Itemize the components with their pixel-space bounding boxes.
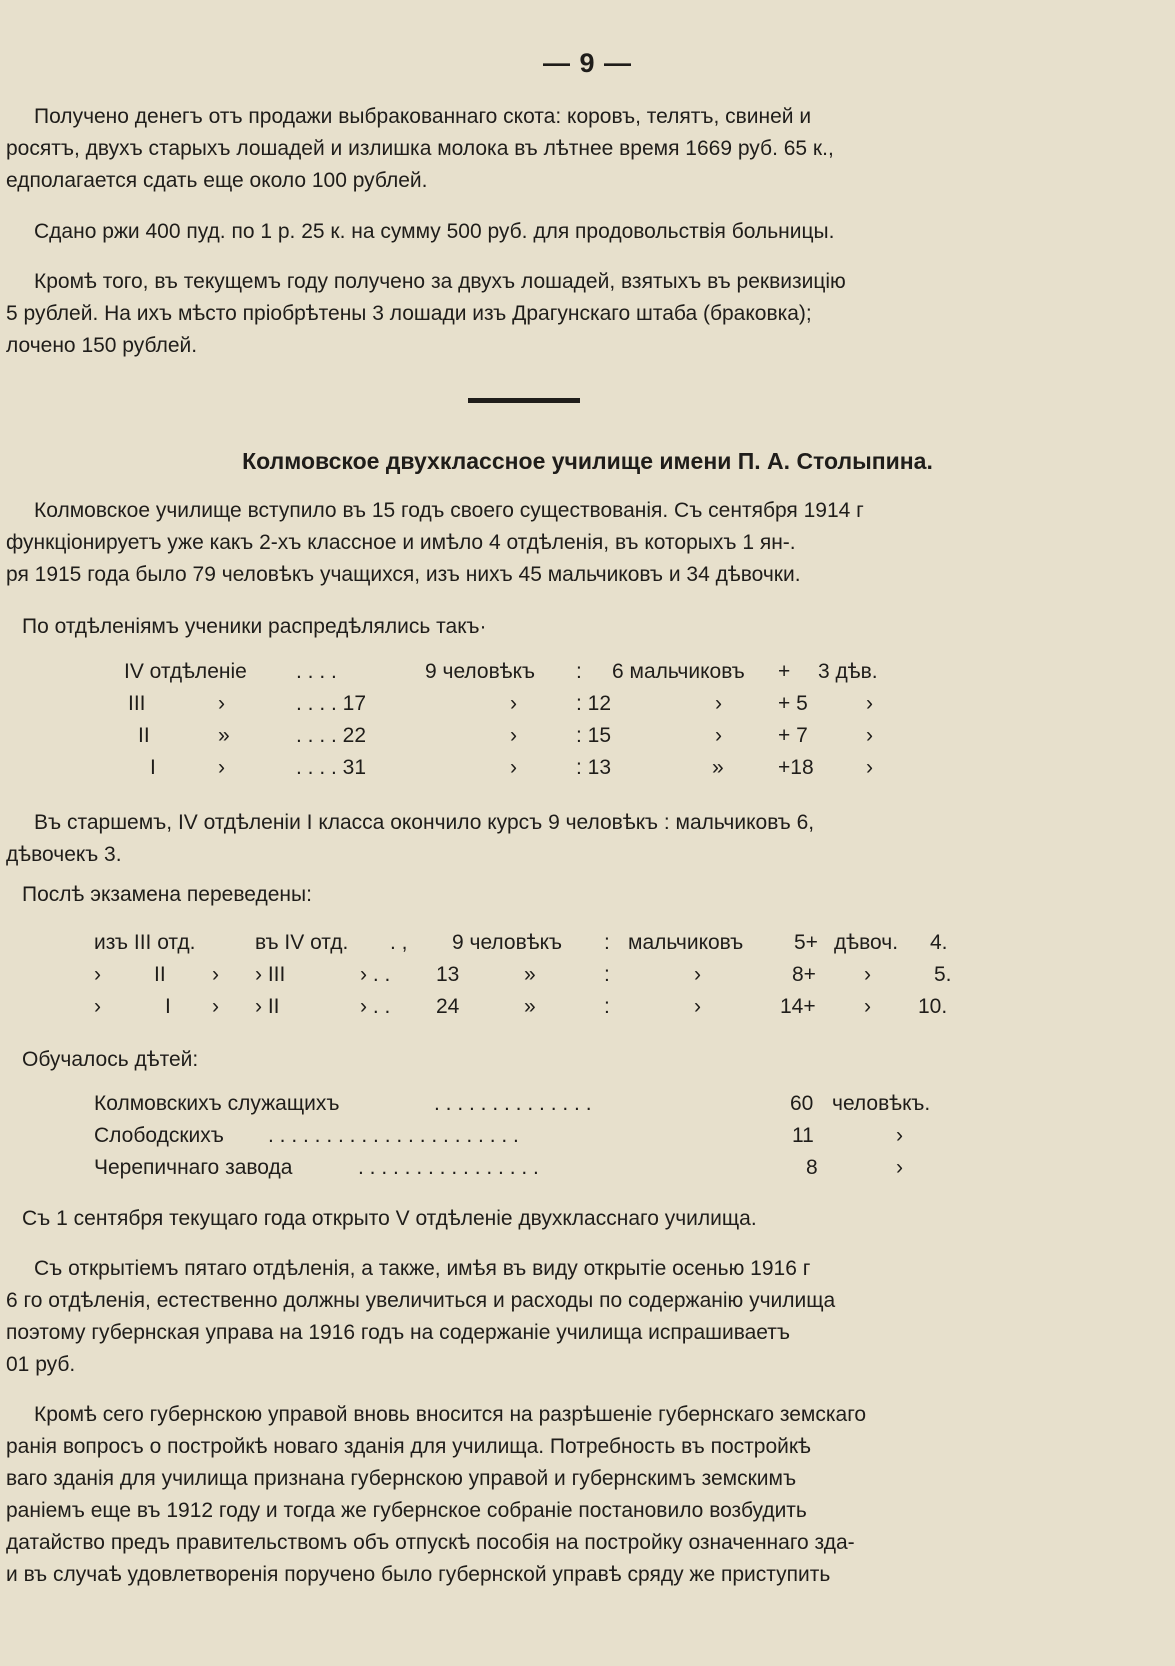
dept-label: III <box>128 692 146 715</box>
table-row <box>0 1092 1175 1124</box>
text-line: Кромѣ того, въ текущемъ году получено за двухъ лошадей, взятыхъ въ реквизицію <box>34 270 846 293</box>
children-intro: Обучалось дѣтей: <box>22 1048 199 1071</box>
text-line: функціонируетъ уже какъ 2-хъ классное и имѣло 4 отдѣленія, въ которыхъ 1 ян-. <box>6 531 796 554</box>
paragraph-graduates <box>6 807 1084 871</box>
ditto-mark: » <box>712 756 724 779</box>
ditto-mark: › <box>694 963 701 986</box>
boys-count: 14+ <box>780 995 816 1018</box>
students-count: . . . . 17 <box>296 692 367 715</box>
paragraph-fifth-dept <box>6 1203 1084 1235</box>
to-dept: › II <box>255 995 280 1018</box>
text-line: Сдано ржи 400 пуд. по 1 р. 25 к. на сумму 500 руб. для продовольствія больницы. <box>34 220 835 243</box>
text-line: ваго зданія для училища признана губернскою управой и губернскимъ земскимъ <box>6 1467 797 1490</box>
text-line: дѣвочекъ 3. <box>6 843 122 866</box>
students-count: . . . . 22 <box>296 724 367 747</box>
text-line: Получено денегъ отъ продажи выбракованнаго скота: коровъ, телятъ, свиней и <box>34 105 812 128</box>
category-label: Черепичнаго завода <box>94 1156 293 1179</box>
to-dept: въ IV отд. <box>255 931 349 954</box>
category-label: Колмовскихъ служащихъ <box>94 1092 340 1115</box>
ditto-mark: › . . <box>360 963 391 986</box>
children-count: 60 <box>790 1092 814 1115</box>
ditto-mark: › <box>866 724 873 747</box>
text-line: раніемъ еще въ 1912 году и тогда же губернское собраніе постановило возбудить <box>6 1499 807 1522</box>
boys-count: : 13 <box>576 756 612 779</box>
boys-count: 5+ <box>794 931 818 954</box>
students-count: 9 человѣкъ <box>452 931 562 954</box>
ditto-mark: › <box>715 724 722 747</box>
unit-label: человѣкъ. <box>832 1092 931 1115</box>
from-dept: I <box>165 995 171 1018</box>
leader-dots: . , <box>390 931 408 954</box>
text-line: и въ случаѣ удовлетворенія поручено было губернской управѣ сряду же приступить <box>6 1563 831 1586</box>
girls-count: 4. <box>930 931 948 954</box>
leader-dots: . . . . . . . . . . . . . . . . . . . . . . <box>268 1124 519 1147</box>
page-number: — 9 — <box>542 48 633 78</box>
separator: : <box>576 660 582 683</box>
text-line: ранія вопросъ о постройкѣ новаго зданія для училища. Потребность въ постройкѣ <box>6 1435 811 1458</box>
ditto-mark: › <box>864 963 871 986</box>
paragraph-expenses <box>6 1253 1084 1381</box>
paragraph-livestock-sales <box>6 101 1084 197</box>
paragraph-horses <box>6 266 1084 362</box>
dept-table <box>0 660 1175 788</box>
text-line: 01 руб. <box>6 1353 76 1376</box>
separator: : <box>604 963 610 986</box>
dept-intro: По отдѣленіямъ ученики распредѣлялись такъ· <box>22 615 487 638</box>
ditto-mark: › <box>212 963 219 986</box>
ditto-mark: › <box>510 756 517 779</box>
dept-label: II <box>138 724 150 747</box>
ditto-mark: » <box>524 995 536 1018</box>
text-line: Въ старшемъ, IV отдѣленіи I класса окончило курсъ 9 человѣкъ : мальчиковъ 6, <box>34 811 815 834</box>
category-label: Слободскихъ <box>94 1124 224 1147</box>
ditto-mark: › <box>218 692 225 715</box>
girls-count: + 7 <box>778 724 808 747</box>
girls-count: 5. <box>934 963 952 986</box>
ditto-mark: › <box>896 1156 903 1179</box>
paragraph-new-building <box>6 1399 1084 1591</box>
ditto-mark: › <box>694 995 701 1018</box>
students-count: 13 <box>436 963 460 986</box>
dept-label: I <box>150 756 156 779</box>
text-line: Съ 1 сентября текущаго года открыто V отдѣленіе двухкласснаго училища. <box>22 1207 757 1230</box>
boys-label: мальчиковъ <box>628 931 744 954</box>
table-row <box>0 660 1175 692</box>
to-dept: › III <box>255 963 286 986</box>
children-count: 8 <box>806 1156 818 1179</box>
ditto-mark: › <box>866 692 873 715</box>
separator: : <box>604 931 610 954</box>
ditto-mark: › <box>218 756 225 779</box>
girls-label: дѣвоч. <box>834 931 899 954</box>
text-line: 5 рублей. На ихъ мѣсто пріобрѣтены 3 лошади изъ Драгунскаго штаба (браковка); <box>6 302 812 325</box>
ditto-mark: › <box>212 995 219 1018</box>
text-line: едполагается сдать еще около 100 рублей. <box>6 169 428 192</box>
girls-count: 10. <box>918 995 948 1018</box>
text-line: росятъ, двухъ старыхъ лошадей и излишка молока въ лѣтнее время 1669 руб. 65 к., <box>6 137 834 160</box>
text-line: 6 го отдѣленія, естественно должны увеличиться и расходы по содержанію училища <box>6 1289 836 1312</box>
table-row <box>0 1156 1175 1188</box>
paragraph-school-intro <box>6 495 1084 591</box>
girls-count: +18 <box>778 756 814 779</box>
table-row <box>0 756 1175 788</box>
children-count: 11 <box>792 1124 814 1147</box>
ditto-mark: » <box>218 724 230 747</box>
ditto-mark: › <box>715 692 722 715</box>
ditto-mark: › <box>510 692 517 715</box>
table-row <box>0 692 1175 724</box>
ditto-mark: › <box>864 995 871 1018</box>
boys-count: 8+ <box>792 963 816 986</box>
girls-count: + 5 <box>778 692 808 715</box>
ditto-mark: › <box>896 1124 903 1147</box>
boys-count: 6 мальчиковъ <box>612 660 745 683</box>
text-line: датайство предъ правительствомъ объ отпускѣ пособія на постройку означеннаго зда- <box>6 1531 855 1554</box>
exam-intro: Послѣ экзамена переведены: <box>22 883 312 906</box>
students-count: 24 <box>436 995 460 1018</box>
boys-count: : 15 <box>576 724 612 747</box>
paragraph-rye <box>6 216 1084 248</box>
ditto-mark: › <box>510 724 517 747</box>
students-count: . . . . 31 <box>296 756 367 779</box>
from-dept: II <box>154 963 166 986</box>
ditto-mark: › <box>94 995 101 1018</box>
girls-count: 3 дѣв. <box>818 660 878 683</box>
text-line: Колмовское училище вступило въ 15 годъ своего существованія. Съ сентября 1914 г <box>34 499 864 522</box>
ditto-mark: » <box>524 963 536 986</box>
table-row <box>0 995 1175 1027</box>
children-table <box>0 1092 1175 1188</box>
text-line: поэтому губернская управа на 1916 годъ на содержаніе училища испрашиваетъ <box>6 1321 791 1344</box>
plus-sign: + <box>778 660 791 683</box>
dept-label: IV отдѣленіе <box>124 660 247 683</box>
text-line: ря 1915 года было 79 человѣкъ учащихся, изъ нихъ 45 мальчиковъ и 34 дѣвочки. <box>6 563 801 586</box>
table-row <box>0 724 1175 756</box>
leader-dots: . . . . . . . . . . . . . . <box>434 1092 592 1115</box>
boys-count: : 12 <box>576 692 612 715</box>
ditto-mark: › . . <box>360 995 391 1018</box>
exam-table <box>0 931 1175 1027</box>
section-heading: Колмовское двухклассное училище имени П. А. Столыпина. <box>242 448 933 474</box>
students-count: 9 человѣкъ <box>425 660 535 683</box>
text-line: Съ открытіемъ пятаго отдѣленія, а также, имѣя въ виду открытіе осенью 1916 г <box>34 1257 811 1280</box>
text-line: лочено 150 рублей. <box>6 334 198 357</box>
text-line: Кромѣ сего губернскою управой вновь вносится на разрѣшеніе губернскаго земскаго <box>34 1403 867 1426</box>
ditto-mark: › <box>94 963 101 986</box>
separator: : <box>604 995 610 1018</box>
ditto-mark: › <box>866 756 873 779</box>
leader-dots: . . . . . . . . . . . . . . . . <box>358 1156 539 1179</box>
table-row <box>0 963 1175 995</box>
table-row <box>0 931 1175 963</box>
section-divider <box>468 398 580 403</box>
leader-dots: . . . . <box>296 660 337 683</box>
table-row <box>0 1124 1175 1156</box>
from-dept: изъ III отд. <box>94 931 196 954</box>
